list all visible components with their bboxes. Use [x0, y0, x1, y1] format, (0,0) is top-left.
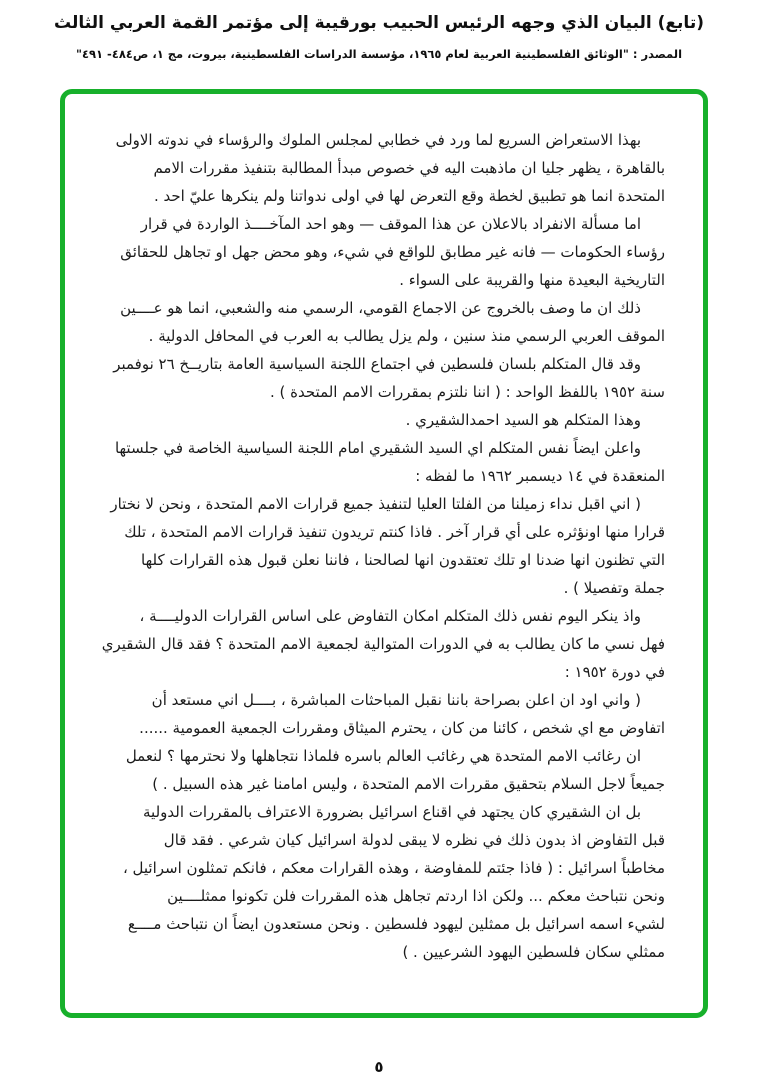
text-line: في دورة ١٩٥٢ : — [564, 663, 665, 681]
text-line: رؤساء الحكومات — فانه غير مطابق للواقع في شيء، وهو محض جهل او تجاهل للحقائق — [120, 243, 665, 261]
text-line: وقد قال المتكلم بلسان فلسطين في اجتماع اللجنة السياسية العامة بتاريــخ ٢٦ نوفمبر — [113, 355, 641, 373]
text-line: التي تظنون انها ضدنا او تلك تعتقدون انها لصالحنا ، فاننا نعلن قبول هذه القرارات كلها — [141, 551, 665, 569]
text-line: التاريخية البعيدة منها والقريبة على السواء . — [399, 271, 665, 289]
text-line: فهل نسي ما كان يطالب به في الدورات المتوالية لجمعية الامم المتحدة ؟ فقد قال الشقيري — [101, 635, 665, 653]
text-line: قرارا منها اونؤثره على أي قرار آخر . فاذا كنتم تريدون تنفيذ قرارات الامم المتحدة ، تلك — [124, 523, 665, 541]
text-line: المتحدة انما هو تطبيق لخطة وقع التعرض لها في اولى ندواتنا ولم ينكرها عليّ احد . — [153, 187, 665, 205]
source-citation: المصدر : "الوثائق الفلسطينية العربية لعام ١٩٦٥، مؤسسة الدراسات الفلسطينية، بيروت، مج ١، ص٤٨٤- ٤٩١" — [75, 47, 683, 61]
text-line: واذ ينكر اليوم نفس ذلك المتكلم امكان التفاوض على اساس القرارات الدوليــــة ، — [139, 607, 641, 625]
text-line: ( اني اقبل نداء زميلنا من الفلتا العليا لتنفيذ جميع قرارات الامم المتحدة ، ونحن لا نختار — [110, 495, 641, 513]
document-text-block — [99, 126, 665, 966]
text-line: وهذا المتكلم هو السيد احمدالشقيري . — [405, 411, 641, 429]
text-line: ( واني اود ان اعلن بصراحة باننا نقبل المباحثات المباشرة ، بــــل اني مستعد أن — [151, 691, 641, 709]
text-line: ممثلي سكان فلسطين اليهود الشرعيين . ) — [402, 943, 665, 961]
text-line: اما مسألة الانفراد بالاعلان عن هذا الموقف — وهو احد المآخــــذ الواردة في قرار — [140, 215, 641, 233]
text-line: ان رغائب الامم المتحدة هي رغائب العالم باسره فلماذا نتجاهلها ولا نحترمها ؟ لنعمل — [125, 747, 641, 765]
text-line: بالقاهرة ، يظهر جليا ان ماذهبت اليه في خصوص مبدأ المطالبة بتنفيذ مقررات الامم — [153, 159, 665, 177]
text-line: قبل التفاوض اذ بدون ذلك في نظره لا يبقى لدولة اسرائيل كيان شرعي . فقد قال — [163, 831, 665, 849]
page-number: ٥ — [374, 1058, 384, 1076]
text-line: لشيء اسمه اسرائيل بل ممثلين ليهود فلسطين . ونحن مستعدون ايضاً ان نتباحث مــــع — [127, 915, 665, 933]
text-line: اتفاوض مع اي شخص ، كائنا من كان ، يحترم الميثاق ومقررات الجمعية العمومية ...... — [139, 719, 665, 737]
text-line: سنة ١٩٥٢ باللفظ الواحد : ( اننا نلتزم بمقررات الامم المتحدة ) . — [269, 383, 665, 401]
text-line: بل ان الشقيري كان يجتهد في اقناع اسرائيل بضرورة الاعتراف بالمقررات الدولية — [143, 803, 641, 821]
text-line: المنعقدة في ١٤ ديسمبر ١٩٦٢ ما لفظه : — [415, 467, 665, 485]
text-line: واعلن ايضاً نفس المتكلم اي السيد الشقيري امام اللجنة السياسية الخاصة في جلستها — [114, 439, 641, 457]
text-line: جملة وتفصيلا ) . — [563, 579, 665, 597]
text-line: ونحن نتباحث معكم ... ولكن اذا اردتم تجاهل هذه المقررات فلن تكونوا ممثلــــين — [167, 887, 665, 905]
text-line: مخاطباً اسرائيل : ( فاذا جئتم للمفاوضة ، وهذه القرارات معكم ، فانكم تمثلون اسرائيل ، — [122, 859, 665, 877]
text-line: الموقف العربي الرسمي منذ سنين ، ولم يزل يطالب به العرب في المحافل الدولية . — [148, 327, 665, 345]
text-line: جميعاً لاجل السلام بتحقيق مقررات الامم المتحدة ، وليس امامنا غير هذه السبيل . ) — [152, 775, 665, 793]
page-title: (تابع) البيان الذي وجهه الرئيس الحبيب بورقيبة إلى مؤتمر القمة العربي الثالث — [54, 13, 704, 33]
text-line: ذلك ان ما وصف بالخروج عن الاجماع القومي، الرسمي منه والشعبي، انما هو عــــين — [120, 299, 641, 317]
text-line: بهذا الاستعراض السريع لما ورد في خطابي لمجلس الملوك والرؤساء في ندوته الاولى — [115, 131, 641, 149]
